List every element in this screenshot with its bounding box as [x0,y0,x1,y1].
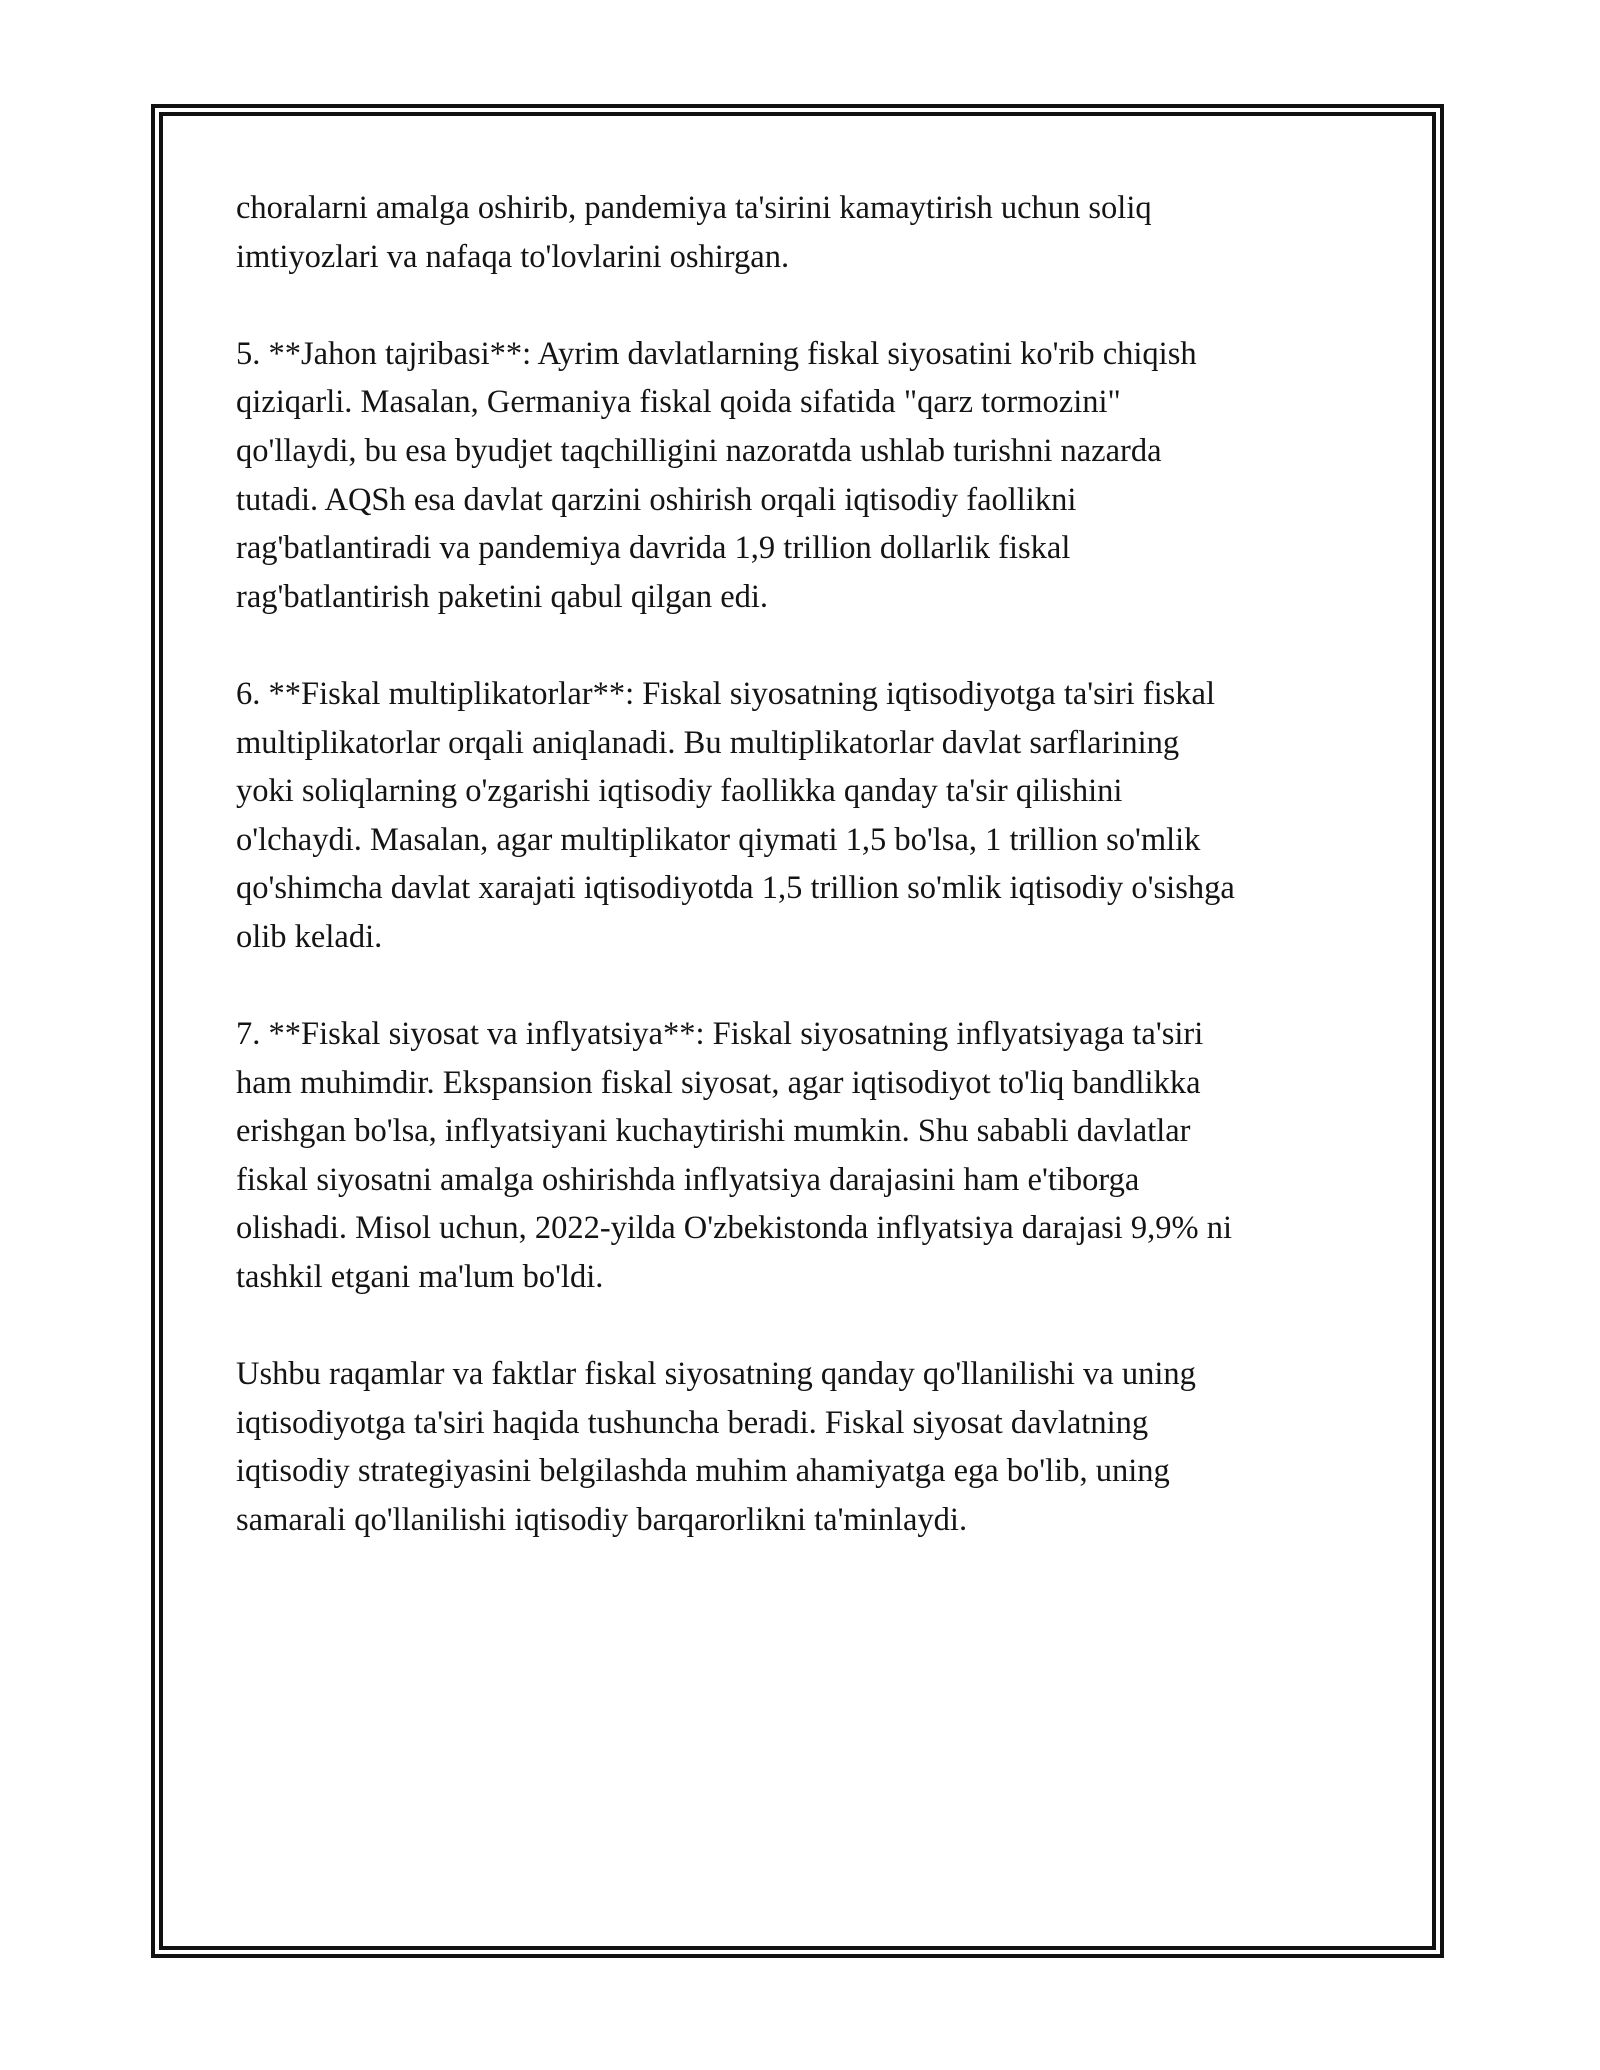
text-line: yoki soliqlarning o'zgarishi iqtisodiy faollikka qanday ta'sir qilishini [236,773,1123,810]
text-line: samarali qo'llanilishi iqtisodiy barqarorlikni ta'minlaydi. [236,1502,968,1539]
page-content [236,184,1376,1593]
paragraph-continuation [236,184,1376,281]
text-line: Ushbu raqamlar va faktlar fiskal siyosatning qanday qo'llanilishi va uning [236,1356,1196,1393]
text-line: qo'shimcha davlat xarajati iqtisodiyotda 1,5 trillion so'mlik iqtisodiy o'sishga [236,870,1235,907]
text-line: erishgan bo'lsa, inflyatsiyani kuchaytirishi mumkin. Shu sababli davlatlar [236,1113,1191,1150]
text-line: olib keladi. [236,918,383,955]
text-line: iqtisodiy strategiyasini belgilashda muhim ahamiyatga ega bo'lib, uning [236,1453,1170,1490]
text-line: tutadi. AQSh esa davlat qarzini oshirish orqali iqtisodiy faollikni [236,481,1077,518]
text-line: olishadi. Misol uchun, 2022-yilda O'zbekistonda inflyatsiya darajasi 9,9% ni [236,1210,1233,1247]
text-line: iqtisodiyotga ta'siri haqida tushuncha beradi. Fiskal siyosat davlatning [236,1404,1149,1441]
text-line: 6. **Fiskal multiplikatorlar**: Fiskal siyosatning iqtisodiyotga ta'siri fiskal [236,675,1215,712]
text-line: rag'batlantiradi va pandemiya davrida 1,9 trillion dollarlik fiskal [236,530,1071,567]
text-line: ham muhimdir. Ekspansion fiskal siyosat, agar iqtisodiyot to'liq bandlikka [236,1064,1201,1101]
text-line: qo'llaydi, bu esa byudjet taqchilligini nazoratda ushlab turishni nazarda [236,432,1162,469]
paragraph-conclusion [236,1350,1376,1544]
paragraph-jahon-tajribasi [236,330,1376,622]
text-line: imtiyozlari va nafaqa to'lovlarini oshirgan. [236,238,790,275]
text-line: 7. **Fiskal siyosat va inflyatsiya**: Fiskal siyosatning inflyatsiyaga ta'siri [236,1016,1204,1053]
text-line: qiziqarli. Masalan, Germaniya fiskal qoida sifatida "qarz tormozini" [236,384,1121,421]
text-line: tashkil etgani ma'lum bo'ldi. [236,1259,604,1296]
paragraph-fiskal-multiplikatorlar [236,670,1376,962]
text-line: fiskal siyosatni amalga oshirishda inflyatsiya darajasini ham e'tiborga [236,1161,1140,1198]
text-line: o'lchaydi. Masalan, agar multiplikator qiymati 1,5 bo'lsa, 1 trillion so'mlik [236,821,1201,858]
text-line: rag'batlantirish paketini qabul qilgan edi. [236,578,769,615]
text-line: choralarni amalga oshirib, pandemiya ta'sirini kamaytirish uchun soliq [236,190,1152,226]
paragraph-fiskal-siyosat-inflyatsiya [236,1010,1376,1302]
text-line: multiplikatorlar orqali aniqlanadi. Bu multiplikatorlar davlat sarflarining [236,724,1180,761]
text-line: 5. **Jahon tajribasi**: Ayrim davlatlarning fiskal siyosatini ko'rib chiqish [236,335,1197,372]
